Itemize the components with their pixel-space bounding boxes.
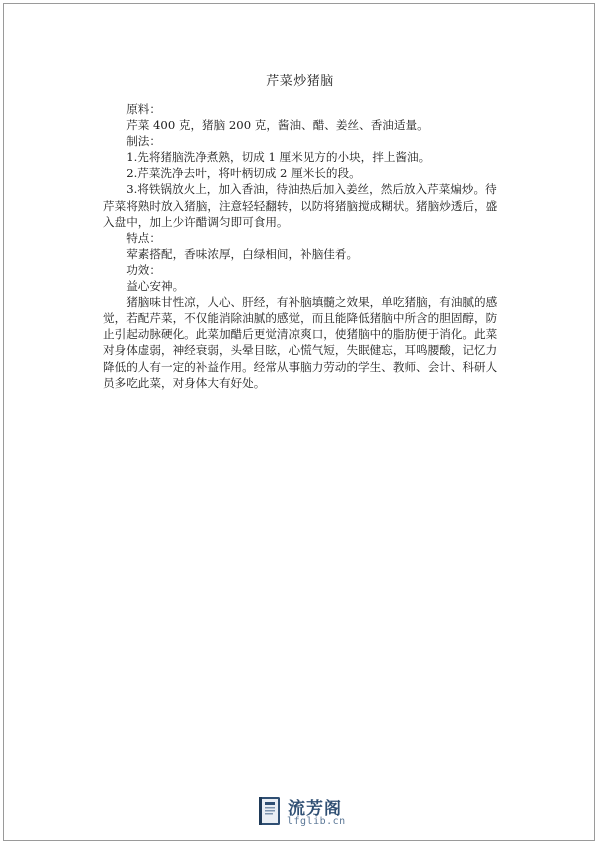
page-title: 芹菜炒猪脑	[266, 74, 334, 89]
method-step-1: 1.先将猪脑洗净煮熟，切成 1 厘米见方的小块，拌上酱油。	[126, 150, 431, 165]
features-text: 荤素搭配，香味浓厚，白绿相间，补脑佳肴。	[126, 246, 359, 261]
description-paragraph: 猪脑味甘性凉，人心、肝经，有补脑填髓之效果，单吃猪脑，有油腻的感觉，若配芹菜，不仅能消除油腻的感觉，而且能降低猪脑中所含的胆固醇，防止引起动脉硬化。此菜加醋后更觉清凉爽口，使猪脑中的脂肪便于消化。此菜对身体虚弱，神经衰弱，头晕目眩，心慌气短，失眠健忘，耳鸣腰酸，记忆力降低的人有一定的补益作用。经常从事脑力劳动的学生、教师、会计、科研人员多吃此菜，对身体大有好处。	[103, 295, 498, 390]
document-body	[103, 101, 503, 391]
efficacy-text: 益心安神。	[126, 279, 185, 294]
watermark-site-name: 流芳阁	[288, 799, 342, 819]
section-label-efficacy: 功效：	[126, 262, 161, 277]
section-label-ingredients: 原料：	[126, 102, 161, 116]
watermark-url: lfglib.cn	[287, 816, 346, 827]
method-step-2: 2.芹菜洗净去叶，将叶柄切成 2 厘米长的段。	[126, 166, 361, 181]
ingredients-text: 芹菜 400 克，猪脑 200 克，酱油、醋、姜丝、香油适量。	[126, 118, 429, 133]
section-label-features: 特点：	[126, 230, 161, 245]
method-step-3: 3.将铁锅放火上，加入香油，待油热后加入姜丝，然后放入芹菜煸炒。待芹菜将熟时放入猪脑，注意轻轻翻转，以防将猪脑搅成糊状。猪脑炒透后，盛入盘中，加上少许醋调匀即可食用。	[103, 182, 498, 229]
section-label-method: 制法：	[126, 134, 161, 149]
book-icon	[258, 795, 282, 827]
site-watermark	[258, 795, 378, 831]
